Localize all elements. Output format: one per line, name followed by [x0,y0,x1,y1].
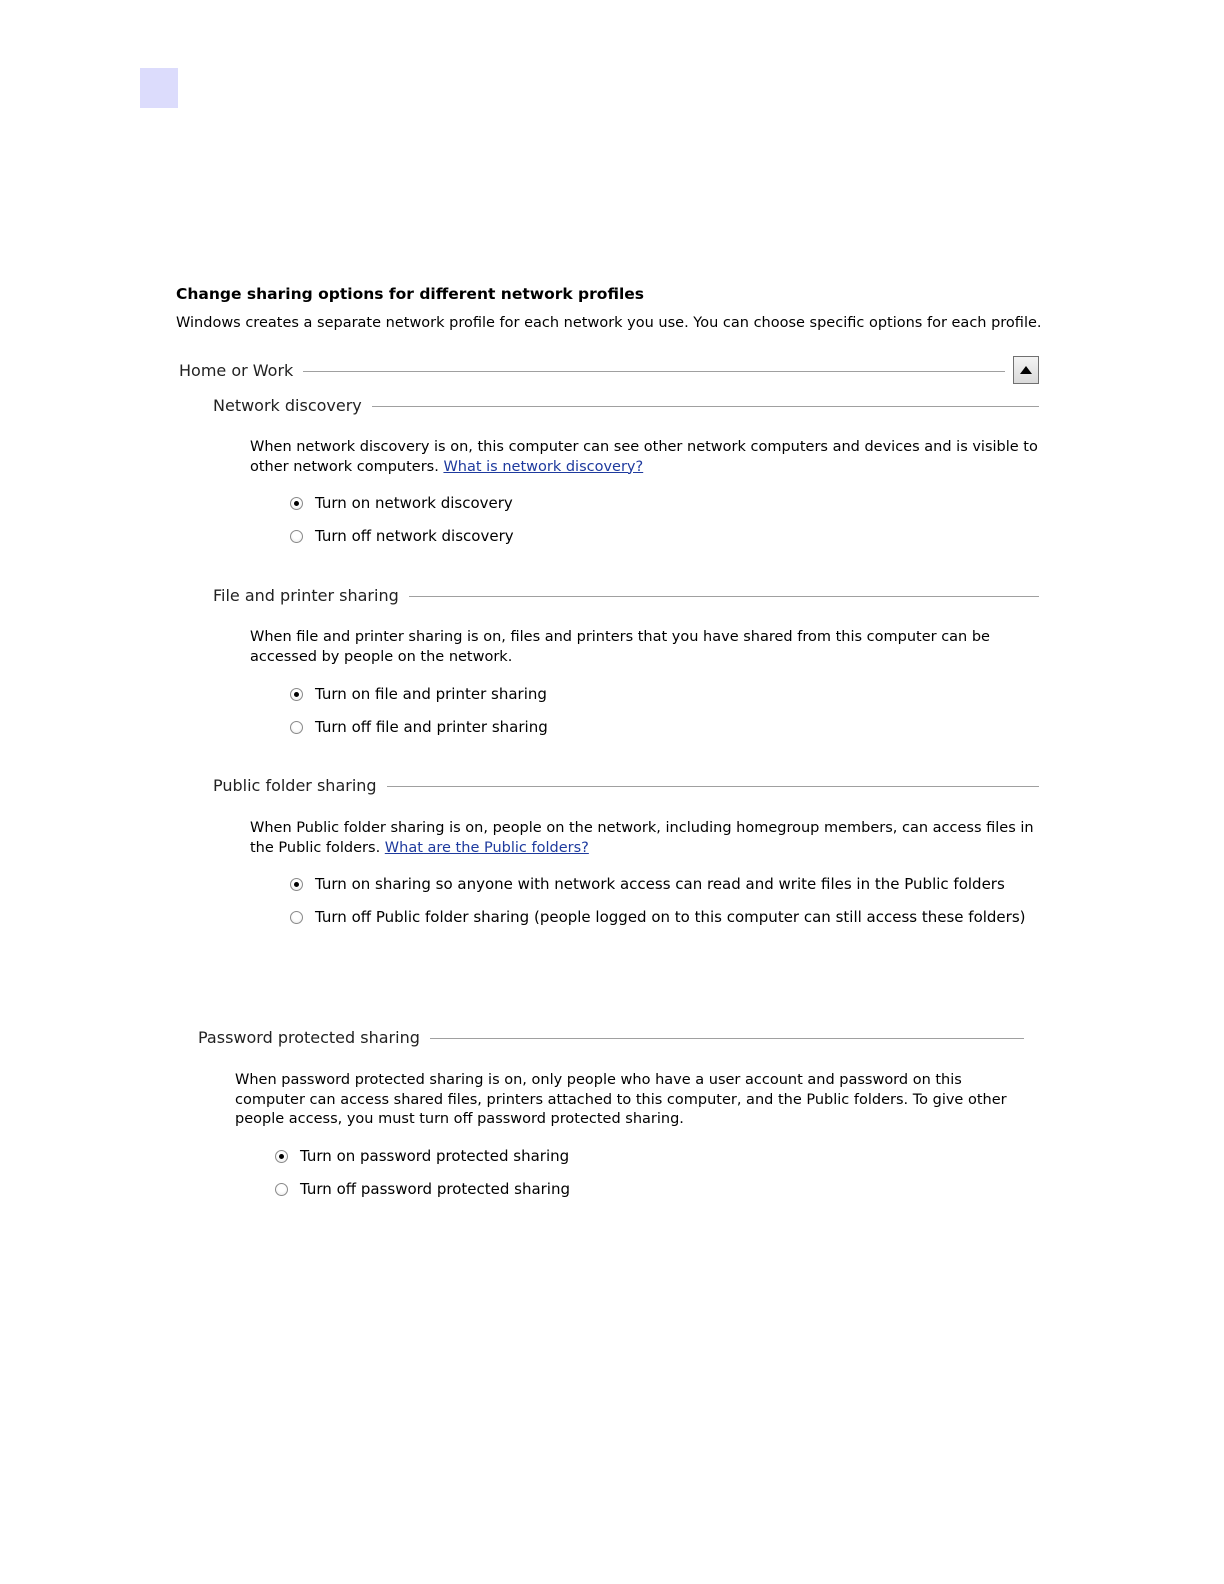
collapse-profile-button[interactable] [1013,356,1039,384]
section-header-file-and-printer-sharing [213,583,1039,607]
option-label: Turn off network discovery [315,527,514,545]
option-label: Turn on network discovery [315,494,513,512]
option-label: Turn off file and printer sharing [315,718,548,736]
section-description-public-folder-sharing [250,819,1034,858]
section-divider [372,406,1039,407]
radio-option-turn-on-network-discovery[interactable] [290,494,513,512]
radio-option-turn-off-file-and-printer-sharing[interactable] [290,718,548,736]
page-corner-marker [140,68,178,108]
section-header-network-discovery [213,393,1039,417]
option-label: Turn on password protected sharing [300,1147,570,1165]
section-divider [430,1038,1024,1039]
section-description-file-and-printer-sharing [250,628,990,667]
section-description-network-discovery [250,438,1038,477]
radio-button-selected[interactable] [290,688,303,701]
radio-option-turn-on-public-folder-sharing[interactable] [290,875,1005,893]
section-title: File and printer sharing [213,585,399,605]
section-title: Network discovery [213,395,362,415]
option-label: Turn off Public folder sharing (people logged on to this computer can still access these folders) [315,908,1026,926]
section-header-password-protected-sharing [198,1025,1024,1049]
what-is-network-discovery-link[interactable]: What is network discovery? [443,458,644,475]
radio-button[interactable] [275,1183,288,1196]
description-line: When network discovery is on, this computer can see other network computers and devices and is visible to [250,439,1038,455]
description-line: computer can access shared files, printers attached to this computer, and the Public folders. To give other [235,1091,1007,1108]
radio-option-turn-off-password-protected-sharing[interactable] [275,1180,570,1198]
radio-option-turn-on-password-protected-sharing[interactable] [275,1147,569,1165]
description-line: other network computers. [250,458,439,475]
radio-option-turn-on-file-and-printer-sharing[interactable] [290,685,547,703]
chevron-up-icon [1020,366,1032,374]
what-are-public-folders-link[interactable]: What are the Public folders? [384,839,589,856]
profile-label: Home or Work [179,360,294,380]
profile-header-home-or-work [179,354,1039,386]
radio-option-turn-off-public-folder-sharing[interactable] [290,908,1026,926]
description-line: people access, you must turn off password protected sharing. [235,1111,684,1127]
section-divider [387,786,1039,787]
section-title: Public folder sharing [213,775,377,795]
description-line: When password protected sharing is on, only people who have a user account and password on this [235,1072,962,1088]
section-title: Password protected sharing [198,1027,420,1047]
radio-option-turn-off-network-discovery[interactable] [290,527,514,545]
description-line: When file and printer sharing is on, files and printers that you have shared from this computer can be [250,629,990,645]
option-label: Turn off password protected sharing [300,1180,570,1198]
section-header-public-folder-sharing [213,773,1039,797]
radio-button[interactable] [290,721,303,734]
radio-button-selected[interactable] [290,878,303,891]
profile-divider [303,371,1005,372]
option-label: Turn on file and printer sharing [315,685,547,703]
description-line: accessed by people on the network. [250,648,513,665]
radio-button[interactable] [290,530,303,543]
radio-button-selected[interactable] [275,1150,288,1163]
description-line: the Public folders. [250,839,381,856]
description-line: When Public folder sharing is on, people on the network, including homegroup members, can access files in [250,820,1034,836]
page-intro-text: Windows creates a separate network profile for each network you use. You can choose specific options for each profile. [176,315,1042,331]
section-divider [409,596,1039,597]
radio-button[interactable] [290,911,303,924]
section-description-password-protected-sharing [235,1071,1007,1130]
option-label: Turn on sharing so anyone with network access can read and write files in the Public folders [315,875,1005,893]
radio-button-selected[interactable] [290,497,303,510]
page-heading: Change sharing options for different network profiles [176,285,644,303]
